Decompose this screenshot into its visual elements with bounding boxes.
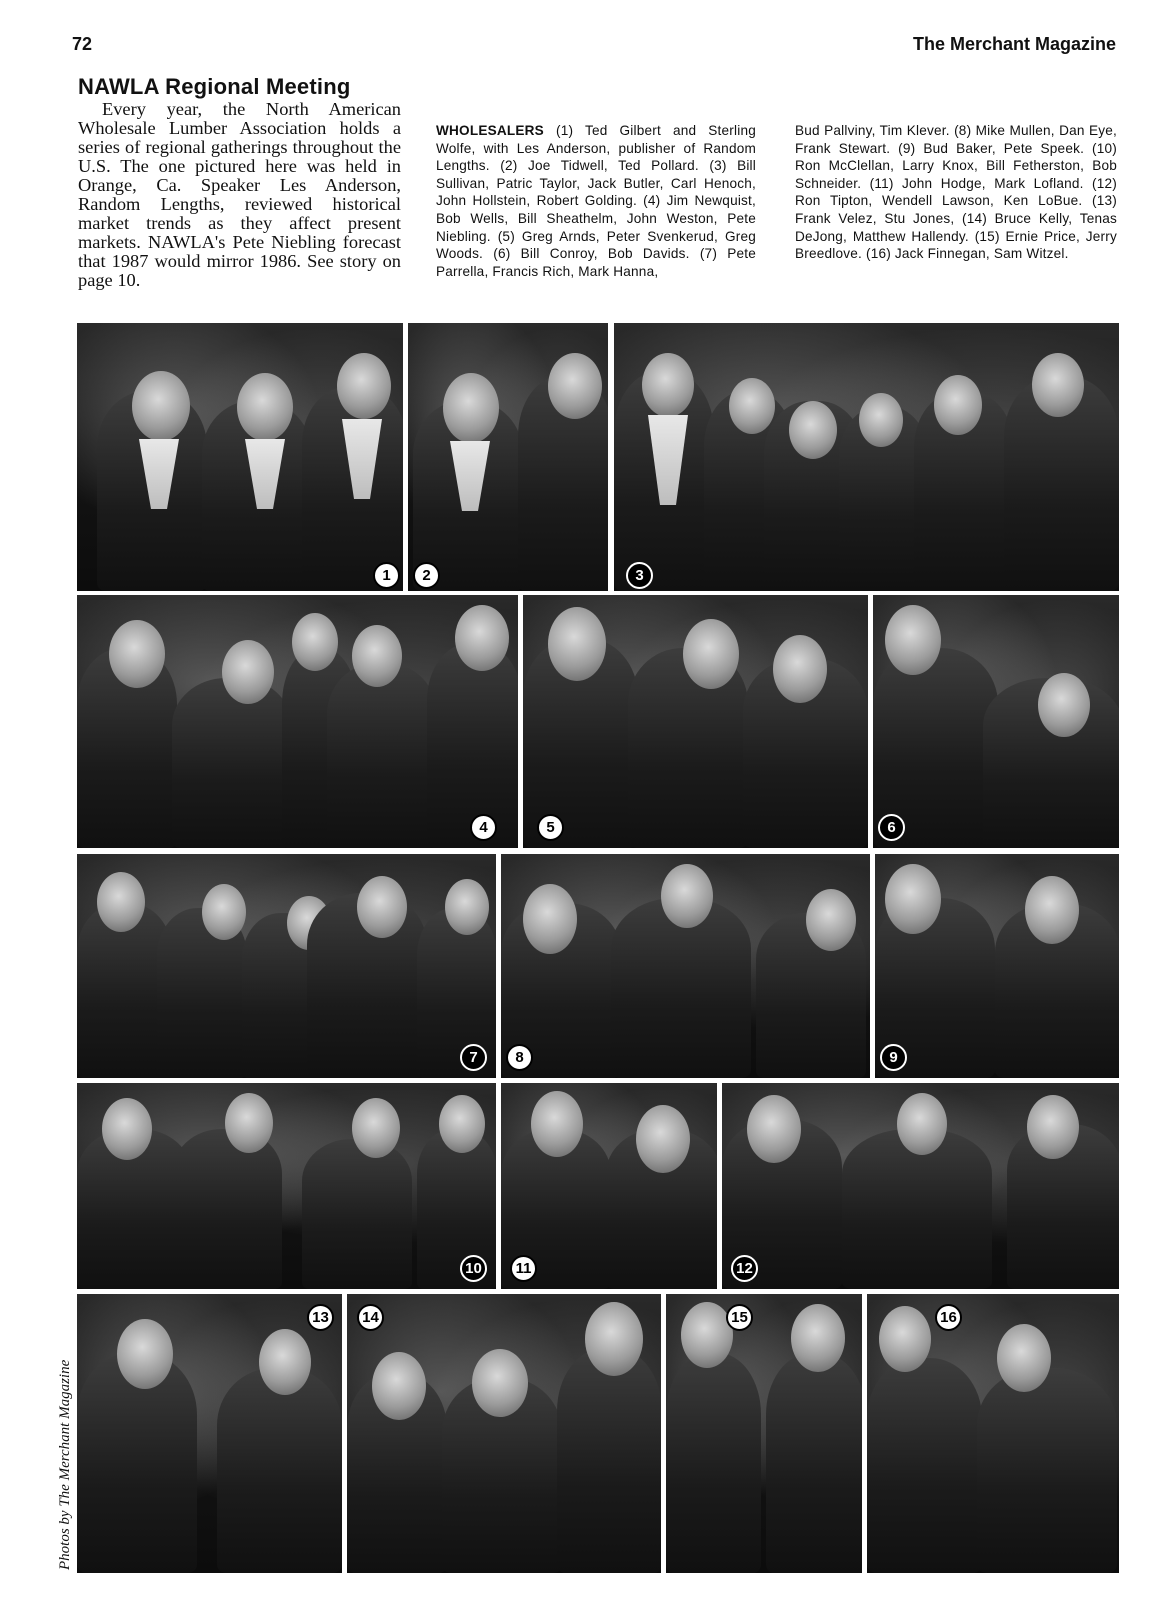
photo-13 [77,1294,342,1573]
photo-2 [408,323,608,591]
photo-row-5 [77,1294,1119,1573]
photo-credit: Photos by The Merchant Magazine [57,1359,73,1570]
caption-text-1: (1) Ted Gilbert and Sterling Wolfe, with Les Anderson, publisher of Random Lengths. (2) Joe Tidwell, Ted Pollard. (3) Bill Sullivan, Patric Taylor, Jack Butler, Carl Henoch, John Hollstein, Robert Golding. (4) Jim Newquist, Bob Wells, Bill Sheathelm, John Weston, Pete Niebling. (5) Greg Arnds, Peter Svenkerud, Greg Woods. (6) Bill Conroy, Bob Davids. (7) Pete Parrella, Francis Rich, Mark Hanna, [436,123,756,279]
photo-number-badge: 15 [726,1304,753,1331]
photo-number-badge: 1 [373,562,400,589]
caption-lead: WHOLESALERS [436,123,544,138]
article-intro [78,100,401,290]
photo-6 [873,595,1119,848]
photo-number-badge: 4 [470,814,497,841]
photo-8 [501,854,870,1078]
photo-9 [875,854,1119,1078]
publication-name: The Merchant Magazine [912,34,1116,54]
photo-15 [666,1294,862,1573]
photo-3 [614,323,1119,591]
photo-number-badge: 12 [731,1255,758,1282]
photo-row-4 [77,1083,1119,1289]
photo-number-badge: 6 [878,814,905,841]
photo-number-badge: 14 [357,1304,384,1331]
photo-11 [501,1083,717,1289]
photo-number-badge: 2 [413,562,440,589]
photo-14 [347,1294,661,1573]
caption-column-2 [795,122,1117,263]
photo-16 [867,1294,1119,1573]
photo-number-badge: 16 [935,1304,962,1331]
photo-row-3 [77,854,1119,1078]
photo-number-badge: 5 [537,814,564,841]
photo-row-1 [77,323,1119,591]
intro-paragraph: Every year, the North American Wholesale Lumber Association holds a series of regional gatherings throughout the U.S. The one pictured here was held in Orange, Ca. Speaker Les Anderson, Random Lengths, reviewed historical market trends as they affect present markets. NAWLA's Pete Niebling forecast that 1987 would mirror 1986. See story on page 10. [78,99,401,290]
photo-row-2 [77,595,1119,848]
photo-number-badge: 8 [506,1044,533,1071]
caption-column-1 [436,122,756,280]
caption-text-2: Bud Pallviny, Tim Klever. (8) Mike Mullen, Dan Eye, Frank Stewart. (9) Bud Baker, Pete Speek. (10) Ron McClellan, Larry Knox, Bill Fetherston, Bob Schneider. (11) John Hodge, Mark Lofland. (12) Ron Tipton, Wendell Lawson, Ken LoBue. (13) Frank Velez, Stu Jones, (14) Bruce Kelly, Tenas DeJong, Matthew Hallendy. (15) Ernie Price, Jerry Breedlove. (16) Jack Finnegan, Sam Witzel. [795,123,1117,262]
page-number: 72 [72,34,93,54]
photo-number-badge: 9 [880,1044,907,1071]
photo-4 [77,595,518,848]
photo-7 [77,854,496,1078]
photo-grid [77,323,1119,1573]
article-headline: NAWLA Regional Meeting [78,74,351,99]
photo-10 [77,1083,496,1289]
photo-number-badge: 10 [460,1255,487,1282]
photo-number-badge: 11 [510,1255,537,1282]
photo-number-badge: 3 [626,562,653,589]
photo-5 [523,595,868,848]
photo-number-badge: 13 [307,1304,334,1331]
photo-number-badge: 7 [460,1044,487,1071]
photo-1 [77,323,403,591]
photo-12 [722,1083,1119,1289]
